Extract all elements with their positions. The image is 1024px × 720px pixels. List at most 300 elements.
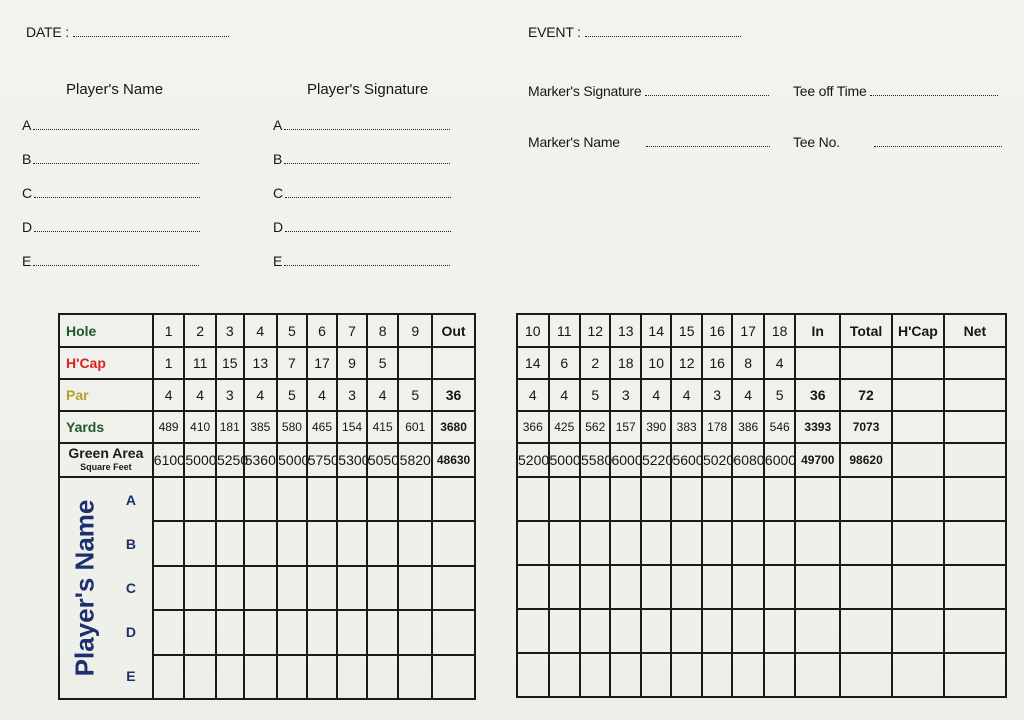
markers-signature-field[interactable] — [528, 83, 769, 99]
score-cell[interactable] — [244, 477, 278, 521]
par-in-total: 36 — [795, 379, 840, 411]
score-cell[interactable] — [184, 655, 216, 699]
empty-cell — [892, 443, 944, 477]
back-green-area-row — [517, 443, 1006, 477]
player-signature-line[interactable] — [273, 219, 451, 235]
green-area-cell: 5000 — [184, 443, 216, 477]
score-cell[interactable] — [702, 609, 732, 653]
par-cell: 4 — [367, 379, 399, 411]
score-cell[interactable] — [610, 609, 640, 653]
yards-out-total: 3680 — [432, 411, 475, 443]
par-cell: 3 — [702, 379, 732, 411]
score-cell[interactable] — [549, 477, 581, 521]
hcap-cell: 1 — [153, 347, 185, 379]
score-cell[interactable] — [764, 565, 796, 609]
score-cell[interactable] — [795, 653, 840, 697]
back-player-row-e — [517, 653, 1006, 697]
markers-name-line — [646, 134, 770, 147]
hcap-cell: 16 — [702, 347, 732, 379]
score-cell[interactable] — [764, 609, 796, 653]
score-cell[interactable] — [244, 566, 278, 610]
empty-cell — [892, 379, 944, 411]
hcap-cell: 14 — [517, 347, 549, 379]
score-cell[interactable] — [367, 610, 399, 654]
yards-cell: 601 — [398, 411, 432, 443]
date-label: DATE : — [26, 24, 69, 40]
yards-cell: 489 — [153, 411, 185, 443]
score-cell[interactable] — [398, 477, 432, 521]
score-cell[interactable] — [580, 477, 610, 521]
green-area-cell: 5600 — [671, 443, 701, 477]
player-name-line[interactable] — [22, 219, 200, 235]
score-cell[interactable] — [702, 477, 732, 521]
score-cell[interactable] — [580, 609, 610, 653]
player-letter: C — [125, 580, 136, 596]
score-cell[interactable] — [277, 610, 307, 654]
score-cell[interactable] — [432, 477, 475, 521]
score-cell[interactable] — [153, 521, 185, 565]
dotted-line — [284, 151, 450, 164]
green-area-row — [59, 443, 475, 477]
player-name-line[interactable] — [22, 185, 200, 201]
score-cell[interactable] — [732, 477, 764, 521]
score-cell[interactable] — [580, 565, 610, 609]
score-cell[interactable] — [732, 521, 764, 565]
score-cell[interactable] — [610, 653, 640, 697]
player-letter: A — [125, 492, 136, 508]
score-cell[interactable] — [517, 477, 549, 521]
green-area-cell: 5580 — [580, 443, 610, 477]
players-signature-heading: Player's Signature — [307, 81, 429, 98]
player-letter: D — [125, 624, 136, 640]
hole-cell: 15 — [671, 314, 701, 347]
empty-cell — [795, 347, 840, 379]
score-cell[interactable] — [641, 565, 671, 609]
empty-cell — [840, 347, 892, 379]
score-cell[interactable] — [795, 609, 840, 653]
par-row — [59, 379, 475, 411]
score-cell[interactable] — [892, 609, 944, 653]
par-grand-total: 72 — [840, 379, 892, 411]
hole-row — [59, 314, 475, 347]
back-nine-table — [516, 313, 1007, 698]
player-letter: A — [22, 117, 32, 133]
hcap-cell: 6 — [549, 347, 581, 379]
par-cell: 5 — [580, 379, 610, 411]
score-cell[interactable] — [307, 566, 338, 610]
dotted-line — [284, 117, 450, 130]
score-cell[interactable] — [337, 521, 367, 565]
players-name-vertical-label: Player's Name — [69, 499, 100, 677]
yards-cell: 178 — [702, 411, 732, 443]
score-cell[interactable] — [840, 653, 892, 697]
score-cell[interactable] — [277, 655, 307, 699]
yards-cell: 386 — [732, 411, 764, 443]
par-cell: 5 — [277, 379, 307, 411]
yards-cell: 546 — [764, 411, 796, 443]
green-area-out-total: 48630 — [432, 443, 475, 477]
markers-name-label: Marker's Name — [528, 134, 620, 150]
green-area-cell: 5360 — [244, 443, 278, 477]
score-cell[interactable] — [892, 653, 944, 697]
score-cell[interactable] — [184, 566, 216, 610]
score-cell[interactable] — [432, 566, 475, 610]
hcap-cell: 17 — [307, 347, 338, 379]
score-cell[interactable] — [892, 521, 944, 565]
score-cell[interactable] — [153, 655, 185, 699]
hole-cell: 3 — [216, 314, 244, 347]
hole-cell: 11 — [549, 314, 581, 347]
score-cell[interactable] — [184, 477, 216, 521]
score-cell[interactable] — [432, 521, 475, 565]
hcap-cell: 18 — [610, 347, 640, 379]
tee-off-time-field[interactable] — [793, 83, 998, 99]
hole-cell: 2 — [184, 314, 216, 347]
back-yards-row — [517, 411, 1006, 443]
hole-cell: 7 — [337, 314, 367, 347]
score-cell[interactable] — [641, 477, 671, 521]
score-cell[interactable] — [795, 565, 840, 609]
yards-cell: 425 — [549, 411, 581, 443]
hole-cell: 18 — [764, 314, 796, 347]
score-cell[interactable] — [307, 610, 338, 654]
dotted-line — [33, 117, 199, 130]
par-cell: 5 — [764, 379, 796, 411]
empty-cell — [944, 411, 1006, 443]
par-cell: 4 — [184, 379, 216, 411]
green-area-row-label — [59, 443, 153, 477]
par-cell: 4 — [153, 379, 185, 411]
hcap-cell: 9 — [337, 347, 367, 379]
score-cell[interactable] — [517, 609, 549, 653]
green-area-cell: 5200 — [517, 443, 549, 477]
score-cell[interactable] — [216, 566, 244, 610]
score-cell[interactable] — [337, 655, 367, 699]
hole-cell: 12 — [580, 314, 610, 347]
score-cell[interactable] — [184, 610, 216, 654]
event-label: EVENT : — [528, 24, 581, 40]
player-signature-line[interactable] — [273, 151, 450, 167]
score-cell[interactable] — [244, 610, 278, 654]
score-cell[interactable] — [398, 655, 432, 699]
score-cell[interactable] — [840, 477, 892, 521]
hcap-row — [59, 347, 475, 379]
yards-cell: 383 — [671, 411, 701, 443]
dotted-line — [284, 253, 450, 266]
par-cell: 4 — [307, 379, 338, 411]
green-area-cell: 5000 — [549, 443, 581, 477]
score-cell[interactable] — [277, 521, 307, 565]
score-cell[interactable] — [944, 521, 1006, 565]
green-area-cell: 5020 — [702, 443, 732, 477]
score-cell[interactable] — [367, 566, 399, 610]
score-cell[interactable] — [153, 566, 185, 610]
player-letter: D — [273, 219, 283, 235]
score-cell[interactable] — [892, 477, 944, 521]
par-cell: 3 — [610, 379, 640, 411]
hcap-cell: 2 — [580, 347, 610, 379]
score-cell[interactable] — [944, 653, 1006, 697]
player-letter: B — [125, 536, 136, 552]
score-cell[interactable] — [671, 521, 701, 565]
player-letter: C — [22, 185, 32, 201]
player-name-line[interactable] — [22, 151, 199, 167]
score-cell[interactable] — [580, 653, 610, 697]
back-hole-row — [517, 314, 1006, 347]
players-name-heading: Player's Name — [66, 81, 164, 98]
player-name-line[interactable] — [22, 117, 199, 133]
score-cell[interactable] — [432, 610, 475, 654]
green-area-in-total: 49700 — [795, 443, 840, 477]
green-area-cell: 5820 — [398, 443, 432, 477]
score-cell[interactable] — [549, 565, 581, 609]
score-cell[interactable] — [517, 565, 549, 609]
player-letter: A — [273, 117, 283, 133]
player-letter: C — [273, 185, 283, 201]
score-cell[interactable] — [307, 655, 338, 699]
green-area-unit: Square Feet — [80, 462, 132, 472]
back-player-row-d — [517, 609, 1006, 653]
score-cell[interactable] — [367, 655, 399, 699]
par-cell: 4 — [671, 379, 701, 411]
yards-in-total: 3393 — [795, 411, 840, 443]
score-cell[interactable] — [795, 477, 840, 521]
score-cell[interactable] — [432, 655, 475, 699]
dotted-line — [34, 219, 200, 232]
yards-row — [59, 411, 475, 443]
tee-no-line — [874, 134, 1002, 147]
empty-cell — [944, 443, 1006, 477]
score-cell[interactable] — [337, 566, 367, 610]
date-line — [73, 24, 229, 37]
hcap-cell — [398, 347, 432, 379]
net-header: Net — [944, 314, 1006, 347]
green-area-cell: 5050 — [367, 443, 399, 477]
green-area-cell: 6000 — [610, 443, 640, 477]
hcap-row-label: H'Cap — [59, 347, 153, 379]
back-player-row-a — [517, 477, 1006, 521]
score-cell[interactable] — [244, 655, 278, 699]
yards-cell: 465 — [307, 411, 338, 443]
score-cell[interactable] — [517, 521, 549, 565]
hole-cell: 10 — [517, 314, 549, 347]
score-cell[interactable] — [517, 653, 549, 697]
score-cell[interactable] — [944, 609, 1006, 653]
score-cell[interactable] — [764, 477, 796, 521]
hole-cell: 8 — [367, 314, 399, 347]
score-cell[interactable] — [367, 521, 399, 565]
hcap-out-cell — [432, 347, 475, 379]
score-cell[interactable] — [184, 521, 216, 565]
score-cell[interactable] — [610, 565, 640, 609]
score-cell[interactable] — [216, 521, 244, 565]
score-cell[interactable] — [549, 521, 581, 565]
par-cell: 4 — [641, 379, 671, 411]
green-area-cell: 5750 — [307, 443, 338, 477]
par-cell: 4 — [244, 379, 278, 411]
score-cell[interactable] — [398, 521, 432, 565]
score-cell[interactable] — [840, 565, 892, 609]
player-letter: E — [22, 253, 32, 269]
score-cell[interactable] — [732, 653, 764, 697]
score-cell[interactable] — [702, 653, 732, 697]
par-cell: 3 — [337, 379, 367, 411]
score-cell[interactable] — [580, 521, 610, 565]
player-letter: E — [273, 253, 283, 269]
dotted-line — [285, 219, 451, 232]
score-cell[interactable] — [840, 609, 892, 653]
event-field[interactable] — [528, 24, 741, 40]
out-header: Out — [432, 314, 475, 347]
score-cell[interactable] — [277, 566, 307, 610]
dotted-line — [34, 185, 200, 198]
hcap-cell: 8 — [732, 347, 764, 379]
score-cell[interactable] — [702, 521, 732, 565]
hole-cell: 5 — [277, 314, 307, 347]
back-par-row — [517, 379, 1006, 411]
markers-name-field[interactable] — [528, 134, 770, 150]
green-area-grand-total: 98620 — [840, 443, 892, 477]
score-cell[interactable] — [337, 610, 367, 654]
front-nine-table — [58, 313, 476, 700]
player-name-line[interactable] — [22, 253, 199, 269]
yards-cell: 385 — [244, 411, 278, 443]
score-cell[interactable] — [671, 653, 701, 697]
green-area-label: Green Area — [68, 445, 144, 461]
par-cell: 4 — [549, 379, 581, 411]
score-cell[interactable] — [153, 610, 185, 654]
green-area-cell: 6000 — [764, 443, 796, 477]
empty-cell — [892, 347, 944, 379]
score-cell[interactable] — [549, 609, 581, 653]
back-hcap-row — [517, 347, 1006, 379]
empty-cell — [892, 411, 944, 443]
hole-cell: 13 — [610, 314, 640, 347]
back-player-row-c — [517, 565, 1006, 609]
score-cell[interactable] — [216, 477, 244, 521]
score-cell[interactable] — [702, 565, 732, 609]
score-cell[interactable] — [277, 477, 307, 521]
par-row-label: Par — [59, 379, 153, 411]
hcap-cell: 4 — [764, 347, 796, 379]
total-header: Total — [840, 314, 892, 347]
par-cell: 4 — [732, 379, 764, 411]
dotted-line — [33, 253, 199, 266]
score-cell[interactable] — [610, 521, 640, 565]
yards-cell: 157 — [610, 411, 640, 443]
in-header: In — [795, 314, 840, 347]
score-cell[interactable] — [671, 477, 701, 521]
score-cell[interactable] — [398, 566, 432, 610]
tee-off-time-label: Tee off Time — [793, 83, 867, 99]
score-cell[interactable] — [153, 477, 185, 521]
score-cell[interactable] — [944, 477, 1006, 521]
green-area-cell: 5220 — [641, 443, 671, 477]
score-cell[interactable] — [732, 609, 764, 653]
score-cell[interactable] — [671, 609, 701, 653]
hcap-cell: 12 — [671, 347, 701, 379]
tee-off-time-line — [870, 83, 998, 96]
green-area-cell: 5250 — [216, 443, 244, 477]
yards-cell: 154 — [337, 411, 367, 443]
score-cell[interactable] — [307, 477, 338, 521]
score-cell[interactable] — [641, 653, 671, 697]
hcap-cell: 15 — [216, 347, 244, 379]
hole-cell: 14 — [641, 314, 671, 347]
score-cell[interactable] — [764, 521, 796, 565]
hole-cell: 9 — [398, 314, 432, 347]
hole-cell: 17 — [732, 314, 764, 347]
yards-cell: 562 — [580, 411, 610, 443]
date-field[interactable] — [26, 24, 229, 40]
par-cell: 5 — [398, 379, 432, 411]
score-cell[interactable] — [307, 521, 338, 565]
par-cell: 4 — [517, 379, 549, 411]
hcap-cell: 13 — [244, 347, 278, 379]
score-cell[interactable] — [944, 565, 1006, 609]
hcap-cell: 7 — [277, 347, 307, 379]
score-cell[interactable] — [641, 521, 671, 565]
player-row-a — [59, 477, 475, 521]
yards-cell: 390 — [641, 411, 671, 443]
score-cell[interactable] — [641, 609, 671, 653]
score-cell[interactable] — [216, 610, 244, 654]
score-cell[interactable] — [244, 521, 278, 565]
score-cell[interactable] — [840, 521, 892, 565]
score-cell[interactable] — [610, 477, 640, 521]
player-letter: E — [126, 668, 136, 684]
yards-cell: 580 — [277, 411, 307, 443]
score-cell[interactable] — [671, 565, 701, 609]
score-cell[interactable] — [337, 477, 367, 521]
hcap-cell: 11 — [184, 347, 216, 379]
score-cell[interactable] — [892, 565, 944, 609]
yards-cell: 410 — [184, 411, 216, 443]
hole-row-label: Hole — [59, 314, 153, 347]
hcap-header: H'Cap — [892, 314, 944, 347]
score-cell[interactable] — [549, 653, 581, 697]
score-cell[interactable] — [795, 521, 840, 565]
dotted-line — [285, 185, 451, 198]
score-cell[interactable] — [216, 655, 244, 699]
green-area-cell: 6100 — [153, 443, 185, 477]
par-out-total: 36 — [432, 379, 475, 411]
player-signature-line[interactable] — [273, 117, 450, 133]
tee-no-field[interactable] — [793, 134, 1002, 150]
green-area-cell: 5000 — [277, 443, 307, 477]
yards-row-label: Yards — [59, 411, 153, 443]
hcap-cell: 5 — [367, 347, 399, 379]
player-letter: B — [22, 151, 32, 167]
score-cell[interactable] — [367, 477, 399, 521]
player-signature-line[interactable] — [273, 253, 450, 269]
par-cell: 3 — [216, 379, 244, 411]
yards-grand-total: 7073 — [840, 411, 892, 443]
player-signature-line[interactable] — [273, 185, 451, 201]
score-cell[interactable] — [398, 610, 432, 654]
player-letter: B — [273, 151, 283, 167]
hole-cell: 16 — [702, 314, 732, 347]
score-cell[interactable] — [764, 653, 796, 697]
score-cell[interactable] — [732, 565, 764, 609]
players-name-block — [59, 477, 153, 699]
yards-cell: 181 — [216, 411, 244, 443]
event-line — [585, 24, 741, 37]
tee-no-label: Tee No. — [793, 134, 840, 150]
green-area-cell: 6080 — [732, 443, 764, 477]
markers-signature-line — [645, 83, 769, 96]
yards-cell: 366 — [517, 411, 549, 443]
